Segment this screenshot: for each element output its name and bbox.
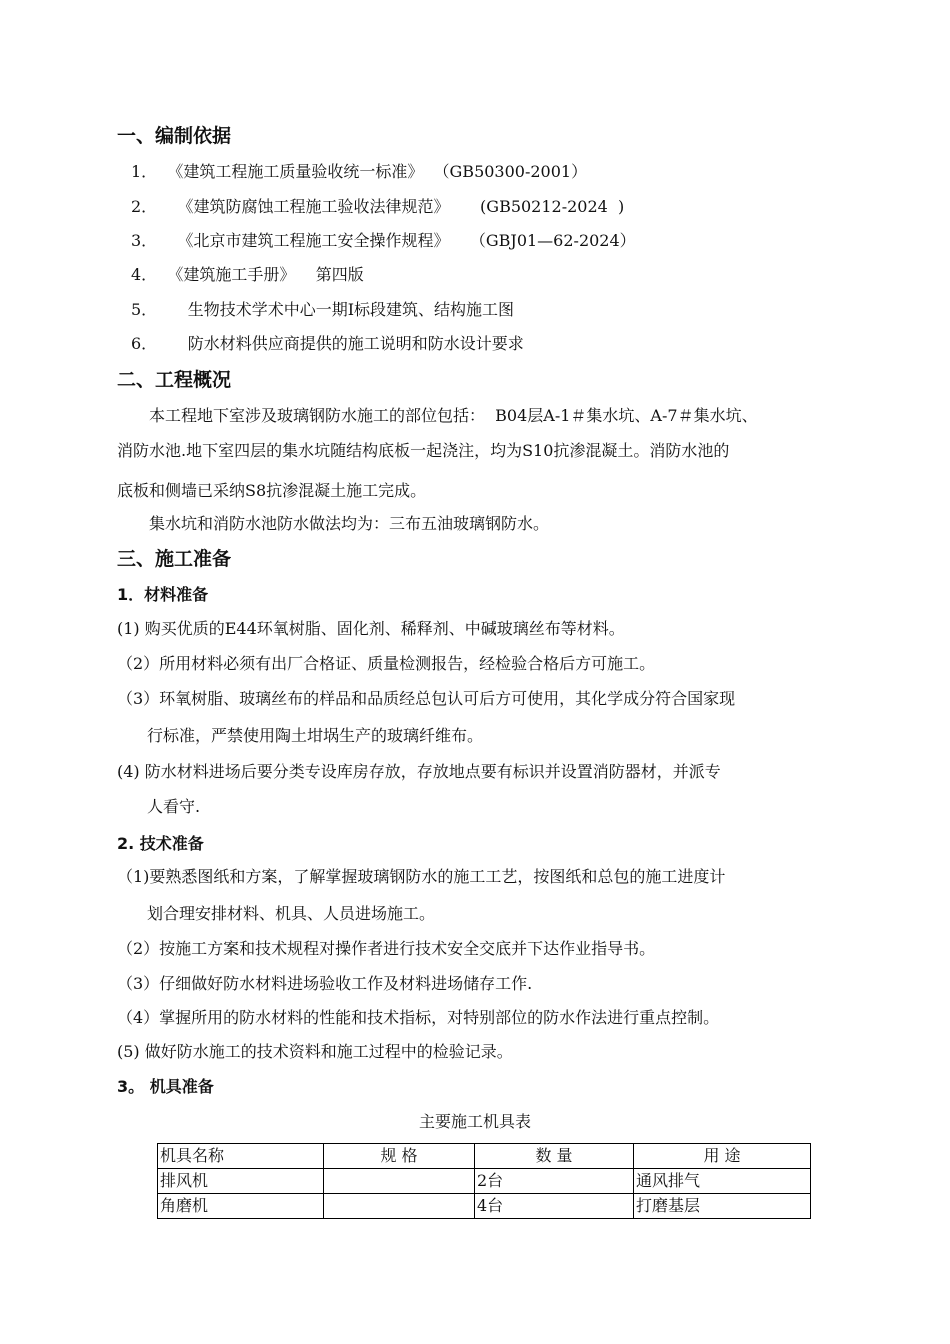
tools-table-caption: 主要施工机具表 <box>418 1112 531 1131</box>
section-2-title: 二、工程概况 <box>117 369 232 391</box>
tech-line-4: （3）仔细做好防水材料进场验收工作及材料进场储存工作. <box>117 974 533 993</box>
reference-item-2: 2． 《建筑防腐蚀工程施工验收法律规范》 (GB50212-2024 ) <box>131 197 625 216</box>
tech-line-2: 划合理安排材料、机具、人员进场施工。 <box>147 904 436 923</box>
material-line-5: (4) 防水材料进场后要分类专设库房存放，存放地点要有标识并设置消防器材，并派专 <box>117 762 721 781</box>
cell-quantity: 4台 <box>475 1194 634 1219</box>
reference-item-5: 5． 生物技术学术中心一期Ⅰ标段建筑、结构施工图 <box>131 300 515 319</box>
cell-spec <box>324 1169 475 1194</box>
material-line-6: 人看守. <box>147 797 201 816</box>
overview-line-1: 本工程地下室涉及玻璃钢防水施工的部位包括： B04层A-1＃集水坑、A-7＃集水坑、 <box>149 406 758 425</box>
material-line-3: （3）环氧树脂、玻璃丝布的样品和品质经总包认可后方可使用，其化学成分符合国家现 <box>117 689 736 708</box>
cell-purpose: 通风排气 <box>634 1169 811 1194</box>
cell-tool-name: 角磨机 <box>158 1194 324 1219</box>
header-purpose: 用 途 <box>634 1144 811 1169</box>
reference-item-3: 3． 《北京市建筑工程施工安全操作规程》 （GBJ01—62-2024） <box>131 231 636 250</box>
tools-prep-title: 3。 机具准备 <box>117 1077 214 1096</box>
tech-line-5: （4）掌握所用的防水材料的性能和技术指标，对特别部位的防水作法进行重点控制。 <box>117 1008 720 1027</box>
table-row <box>158 1194 811 1219</box>
tools-table <box>157 1143 811 1219</box>
table-row <box>158 1169 811 1194</box>
overview-line-3: 底板和侧墙已采纳S8抗渗混凝土施工完成。 <box>117 481 427 500</box>
tools-table-header-row <box>158 1144 811 1169</box>
cell-spec <box>324 1194 475 1219</box>
material-line-4: 行标准，严禁使用陶土坩埚生产的玻璃纤维布。 <box>147 726 484 745</box>
material-line-1: (1) 购买优质的E44环氧树脂、固化剂、稀释剂、中碱玻璃丝布等材料。 <box>117 619 625 638</box>
cell-purpose: 打磨基层 <box>634 1194 811 1219</box>
cell-tool-name: 排风机 <box>158 1169 324 1194</box>
header-spec: 规 格 <box>324 1144 475 1169</box>
section-1-title: 一、编制依据 <box>117 125 232 147</box>
tech-prep-title: 2. 技术准备 <box>117 834 204 853</box>
cell-quantity: 2台 <box>475 1169 634 1194</box>
tech-line-6: (5) 做好防水施工的技术资料和施工过程中的检验记录。 <box>117 1042 513 1061</box>
tech-line-1: （1)要熟悉图纸和方案，了解掌握玻璃钢防水的施工工艺，按图纸和总包的施工进度计 <box>117 867 726 886</box>
material-line-2: （2）所用材料必须有出厂合格证、质量检测报告，经检验合格后方可施工。 <box>117 654 656 673</box>
reference-item-1: 1． 《建筑工程施工质量验收统一标准》 （GB50300-2001） <box>131 162 588 181</box>
material-prep-title: 1．材料准备 <box>117 585 209 604</box>
overview-line-2: 消防水池.地下室四层的集水坑随结构底板一起浇注，均为S10抗渗混凝土。消防水池的 <box>117 441 730 460</box>
overview-line-4: 集水坑和消防水池防水做法均为：三布五油玻璃钢防水。 <box>149 514 550 533</box>
header-tool-name: 机具名称 <box>158 1144 324 1169</box>
tech-line-3: （2）按施工方案和技术规程对操作者进行技术安全交底并下达作业指导书。 <box>117 939 656 958</box>
section-3-title: 三、施工准备 <box>117 548 232 570</box>
reference-item-6: 6． 防水材料供应商提供的施工说明和防水设计要求 <box>131 334 524 353</box>
reference-item-4: 4． 《建筑施工手册》 第四版 <box>131 265 364 284</box>
header-quantity: 数 量 <box>475 1144 634 1169</box>
